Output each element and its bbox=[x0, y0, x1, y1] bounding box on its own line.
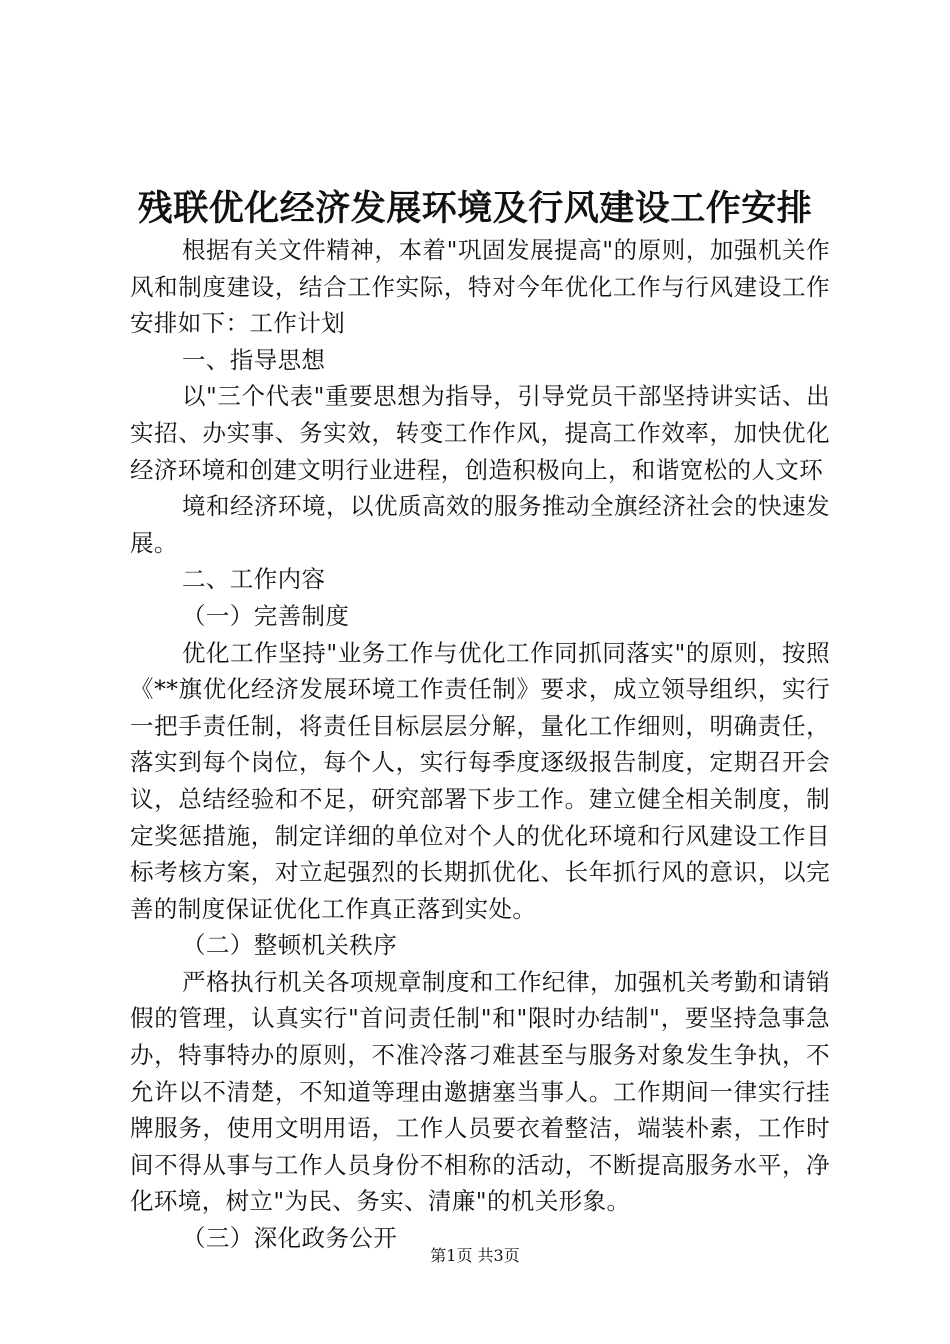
paragraph-intro: 根据有关文件精神，本着"巩固发展提高"的原则，加强机关作风和制度建设，结合工作实际，特对今年优化工作与行风建设工作安排如下：工作计划 bbox=[130, 236, 830, 338]
paragraph-guiding-ideology-cont: 境和经济环境，以优质高效的服务推动全旗经济社会的快速发展。 bbox=[130, 492, 830, 557]
heading-work-content: 二、工作内容 bbox=[182, 565, 326, 594]
subheading-improve-system: （一）完善制度 bbox=[182, 601, 350, 630]
paragraph-guiding-ideology: 以"三个代表"重要思想为指导，引导党员干部坚持讲实话、出实招、办实事、务实效，转变工作作风，提高工作效率，加快优化经济环境和创建文明行业进程，创造积极向上，和谐宽松的人文环 bbox=[130, 382, 830, 484]
subheading-rectify-order: （二）整顿机关秩序 bbox=[182, 931, 398, 960]
page-footer: 第1页 共3页 bbox=[430, 1246, 520, 1265]
heading-guiding-ideology: 一、指导思想 bbox=[182, 345, 326, 374]
paragraph-improve-system: 优化工作坚持"业务工作与优化工作同抓同落实"的原则，按照《**旗优化经济发展环境工作责任制》要求，成立领导组织，实行一把手责任制，将责任目标层层分解，量化工作细则，明确责任，落实到每个岗位，每个人，实行每季度逐级报告制度，定期召开会议，总结经验和不足，研究部署下步工作。建立健全相关制度，制定奖惩措施，制定详细的单位对个人的优化环境和行风建设工作目标考核方案，对立起强烈的长期抓优化、长年抓行风的意识，以完善的制度保证优化工作真正落到实处。 bbox=[130, 638, 830, 923]
document-title: 残联优化经济发展环境及行风建设工作安排 bbox=[137, 188, 813, 229]
subheading-government-openness: （三）深化政务公开 bbox=[182, 1224, 398, 1253]
paragraph-rectify-order: 严格执行机关各项规章制度和工作纪律，加强机关考勤和请销假的管理，认真实行"首问责任制"和"限时办结制"，要坚持急事急办，特事特办的原则，不准冷落刁难甚至与服务对象发生争执，不允许以不清楚，不知道等理由邀搪塞当事人。工作期间一律实行挂牌服务，使用文明用语，工作人员要衣着整洁，端装朴素，工作时间不得从事与工作人员身份不相称的活动，不断提高服务水平，净化环境，树立"为民、务实、清廉"的机关形象。 bbox=[130, 967, 830, 1216]
document-body bbox=[130, 232, 830, 1257]
